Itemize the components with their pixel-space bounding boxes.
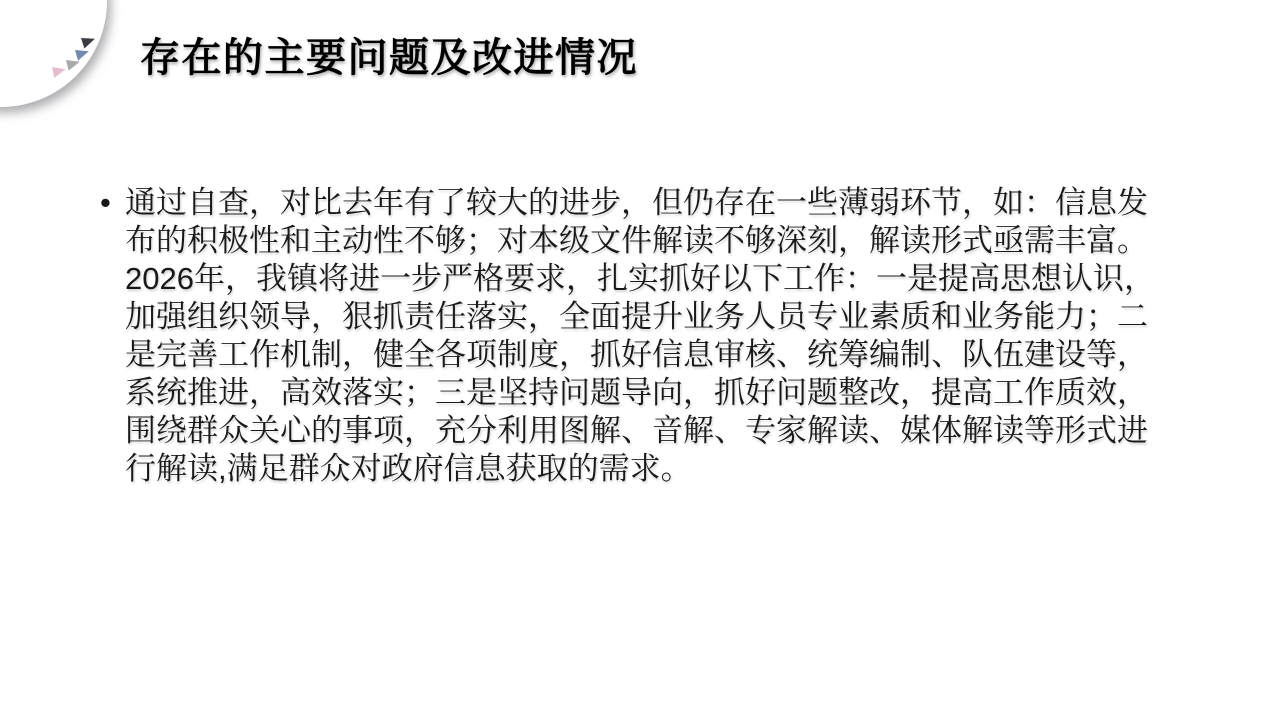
body-line: 加强组织领导，狠抓责任落实，全面提升业务人员专业素质和业务能力；二	[125, 299, 1148, 334]
triangle-blue-icon	[75, 46, 91, 60]
body-line: 围绕群众关心的事项，充分利用图解、音解、专家解读、媒体解读等形式进	[125, 413, 1148, 448]
body-line: 2026年，我镇将进一步严格要求，扎实抓好以下工作：一是提高思想认识，	[125, 261, 1155, 296]
decorative-triangles-icon	[44, 32, 108, 86]
triangle-pink-icon	[52, 64, 67, 77]
slide-title: 存在的主要问题及改进情况	[140, 36, 638, 80]
bullet-marker: •	[100, 185, 111, 220]
body-line: 布的积极性和主动性不够；对本级文件解读不够深刻，解读形式亟需丰富。	[125, 223, 1148, 258]
body-line: 行解读,满足群众对政府信息获取的需求。	[125, 451, 692, 486]
body-line: 通过自查，对比去年有了较大的进步，但仍存在一些薄弱环节，如：信息发	[125, 185, 1148, 220]
body-text-block	[125, 184, 1205, 488]
body-line: 系统推进，高效落实；三是坚持问题导向，抓好问题整改，提高工作质效，	[125, 375, 1148, 410]
body-line: 是完善工作机制，健全各项制度，抓好信息审核、统筹编制、队伍建设等，	[125, 337, 1148, 372]
triangle-dark-icon	[81, 34, 97, 48]
